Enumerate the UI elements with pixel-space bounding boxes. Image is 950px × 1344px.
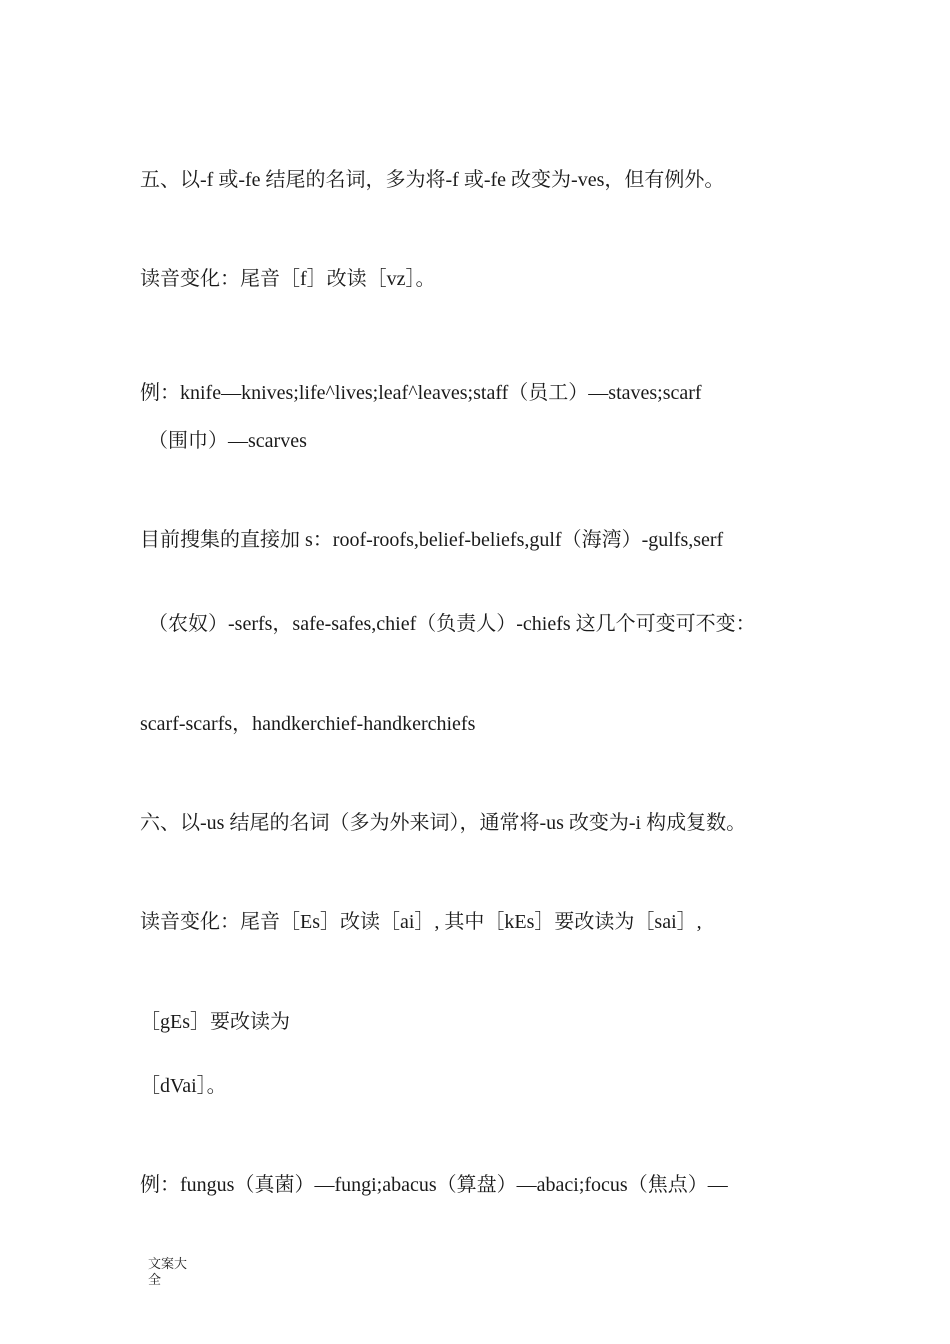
exceptions-line-3: scarf-scarfs，handkerchief-handkerchiefs [140,713,476,735]
example-line-f-2: （围巾）—scarves [148,430,307,452]
example-line-us: 例：fungus（真菌）—fungi;abacus（算盘）—abaci;focus（焦点）— [140,1174,728,1196]
example-line-f-1: 例：knife—knives;life^lives;leaf^leaves;staff（员工）—staves;scarf [140,382,702,404]
footer-text-line-1: 文案大 [148,1256,188,1271]
pronunciation-note-us-2: ［gEs］要改读为 [140,1011,290,1033]
pronunciation-note-us-3: ［dVai］。 [140,1075,227,1097]
exceptions-line-2: （农奴）-serfs，safe-safes,chief（负责人）-chiefs 这几个可变可不变： [148,613,756,635]
exceptions-line-1: 目前搜集的直接加 s：roof-roofs,belief-beliefs,gulf（海湾）-gulfs,serf [140,529,724,551]
pronunciation-note-f: 读音变化：尾音［f］改读［vz］。 [140,268,436,290]
section-six-heading: 六、以-us 结尾的名词（多为外来词），通常将-us 改变为-i 构成复数。 [140,812,747,834]
page-footer [148,1256,208,1288]
section-five-heading: 五、以-f 或-fe 结尾的名词，多为将-f 或-fe 改变为-ves，但有例外。 [140,169,725,191]
footer-text-line-2: 全 [148,1272,162,1287]
pronunciation-note-us-1: 读音变化：尾音［Es］改读［ai］, 其中［kEs］要改读为［sai］, [140,911,702,933]
